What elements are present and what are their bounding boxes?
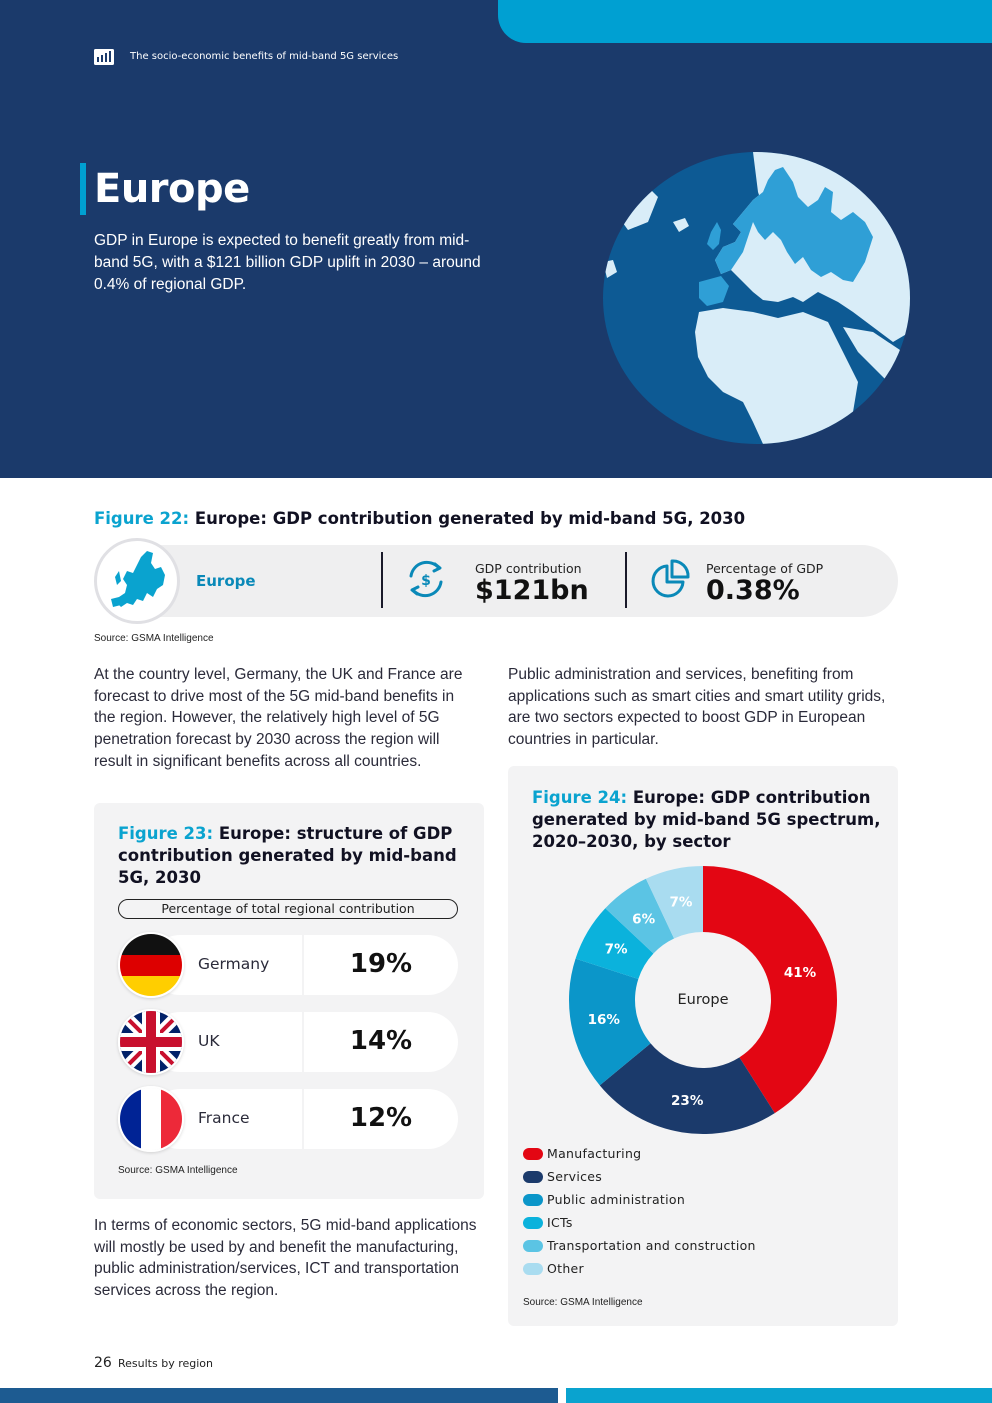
summary-divider [381,552,383,608]
hero-banner [0,0,992,478]
figure-23-title [118,823,458,889]
pie-chart-icon [647,556,693,602]
legend-swatch [523,1171,543,1183]
body-paragraph-country: At the country level, Germany, the UK and France are forecast to drive most of the 5G mid-band benefits in the region. However, the relatively high level of 5G penetration forecast by 2030 across the region will result in significant benefits across all countries. [94,666,463,770]
germany-flag-icon [118,932,184,998]
donut-data-label: 16% [587,1011,620,1028]
figure-23-subheading: Percentage of total regional contribution [118,899,458,919]
globe-europe-icon [603,152,910,444]
legend-item [523,1142,756,1165]
legend-label: Other [547,1261,584,1276]
body-paragraph-sectors: Public administration and services, benefiting from applications such as smart cities and smart utility grids, are two sectors expected to boost GDP in European countries in particular. [508,666,886,749]
figure-24-source: Source: GSMA Intelligence [523,1297,643,1308]
legend-item [523,1211,756,1234]
france-flag-icon [118,1086,184,1152]
currency-exchange-icon [403,556,449,602]
figure-22-source: Source: GSMA Intelligence [94,633,214,644]
figure-23-number: Figure 23: [118,824,214,843]
legend-item [523,1165,756,1188]
title-accent-bar [80,163,86,215]
svg-text:$: $ [421,573,431,589]
donut-data-label: 41% [783,964,817,981]
percentage-gdp-label: Percentage of GDP [706,561,824,576]
donut-legend [523,1142,756,1280]
footer-section-label: Results by region [118,1357,213,1370]
country-share: 14% [349,1026,413,1056]
hero-intro-text: GDP in Europe is expected to benefit greatly from mid-band 5G, with a $121 billion GDP uplift in 2030 – around 0.4% of regional GDP. [94,232,481,293]
legend-label: ICTs [547,1215,573,1230]
figure-23-source: Source: GSMA Intelligence [118,1165,238,1176]
legend-swatch [523,1263,543,1275]
legend-label: Public administration [547,1192,686,1207]
country-name: Germany [198,955,270,973]
summary-divider [625,552,627,608]
donut-data-label: 23% [671,1092,704,1109]
legend-swatch [523,1194,543,1206]
legend-swatch [523,1217,543,1229]
hero-accent-tab [498,0,992,43]
percentage-gdp-value: 0.38% [706,575,800,606]
legend-item [523,1257,756,1280]
donut-data-label: 6% [632,911,656,928]
figure-24-caption: Europe: GDP contribution generated by mid-band 5G spectrum, 2020–2030, by sector [532,788,881,851]
figure-23-caption: Europe: structure of GDP contribution generated by mid-band 5G, 2030 [118,824,457,887]
europe-map-badge [94,538,180,624]
page-title: Europe [94,166,250,212]
gdp-contribution-label: GDP contribution [475,561,582,576]
figure-22-caption: Europe: GDP contribution generated by mid-band 5G, 2030 [194,509,746,528]
figure-24-number: Figure 24: [532,788,628,807]
gdp-contribution-value: $121bn [475,575,589,606]
europe-map-icon [97,541,177,621]
legend-label: Services [547,1169,603,1184]
footer-bar [0,1388,558,1403]
running-head: The socio-economic benefits of mid-band 5G services [130,51,399,62]
country-row-uk [118,1012,458,1072]
donut-data-label: 7% [604,941,628,958]
body-paragraph-economic-sectors: In terms of economic sectors, 5G mid-band applications will mostly be used by and benefit the manufacturing, public administration/services, ICT and transportation services across the region. [94,1217,477,1300]
sector-donut-chart [563,860,843,1140]
country-name: France [198,1109,250,1127]
footer-bar-accent [566,1388,992,1403]
legend-swatch [523,1148,543,1160]
legend-label: Transportation and construction [547,1238,756,1253]
country-name: UK [198,1032,220,1050]
region-label: Europe [196,572,256,590]
figure-22-title [94,508,745,530]
country-row-france [118,1089,458,1149]
country-share: 19% [349,949,413,979]
donut-data-label: 7% [669,894,693,911]
legend-swatch [523,1240,543,1252]
page-number: 26 [94,1355,112,1371]
country-row-germany [118,935,458,995]
donut-center-label: Europe [677,992,729,1008]
report-logo-icon [94,49,114,65]
figure-24-title [532,787,882,853]
legend-label: Manufacturing [547,1146,642,1161]
legend-item [523,1234,756,1257]
figure-22-number: Figure 22: [94,509,190,528]
legend-item [523,1188,756,1211]
country-share: 12% [349,1103,413,1133]
uk-flag-icon [118,1009,184,1075]
